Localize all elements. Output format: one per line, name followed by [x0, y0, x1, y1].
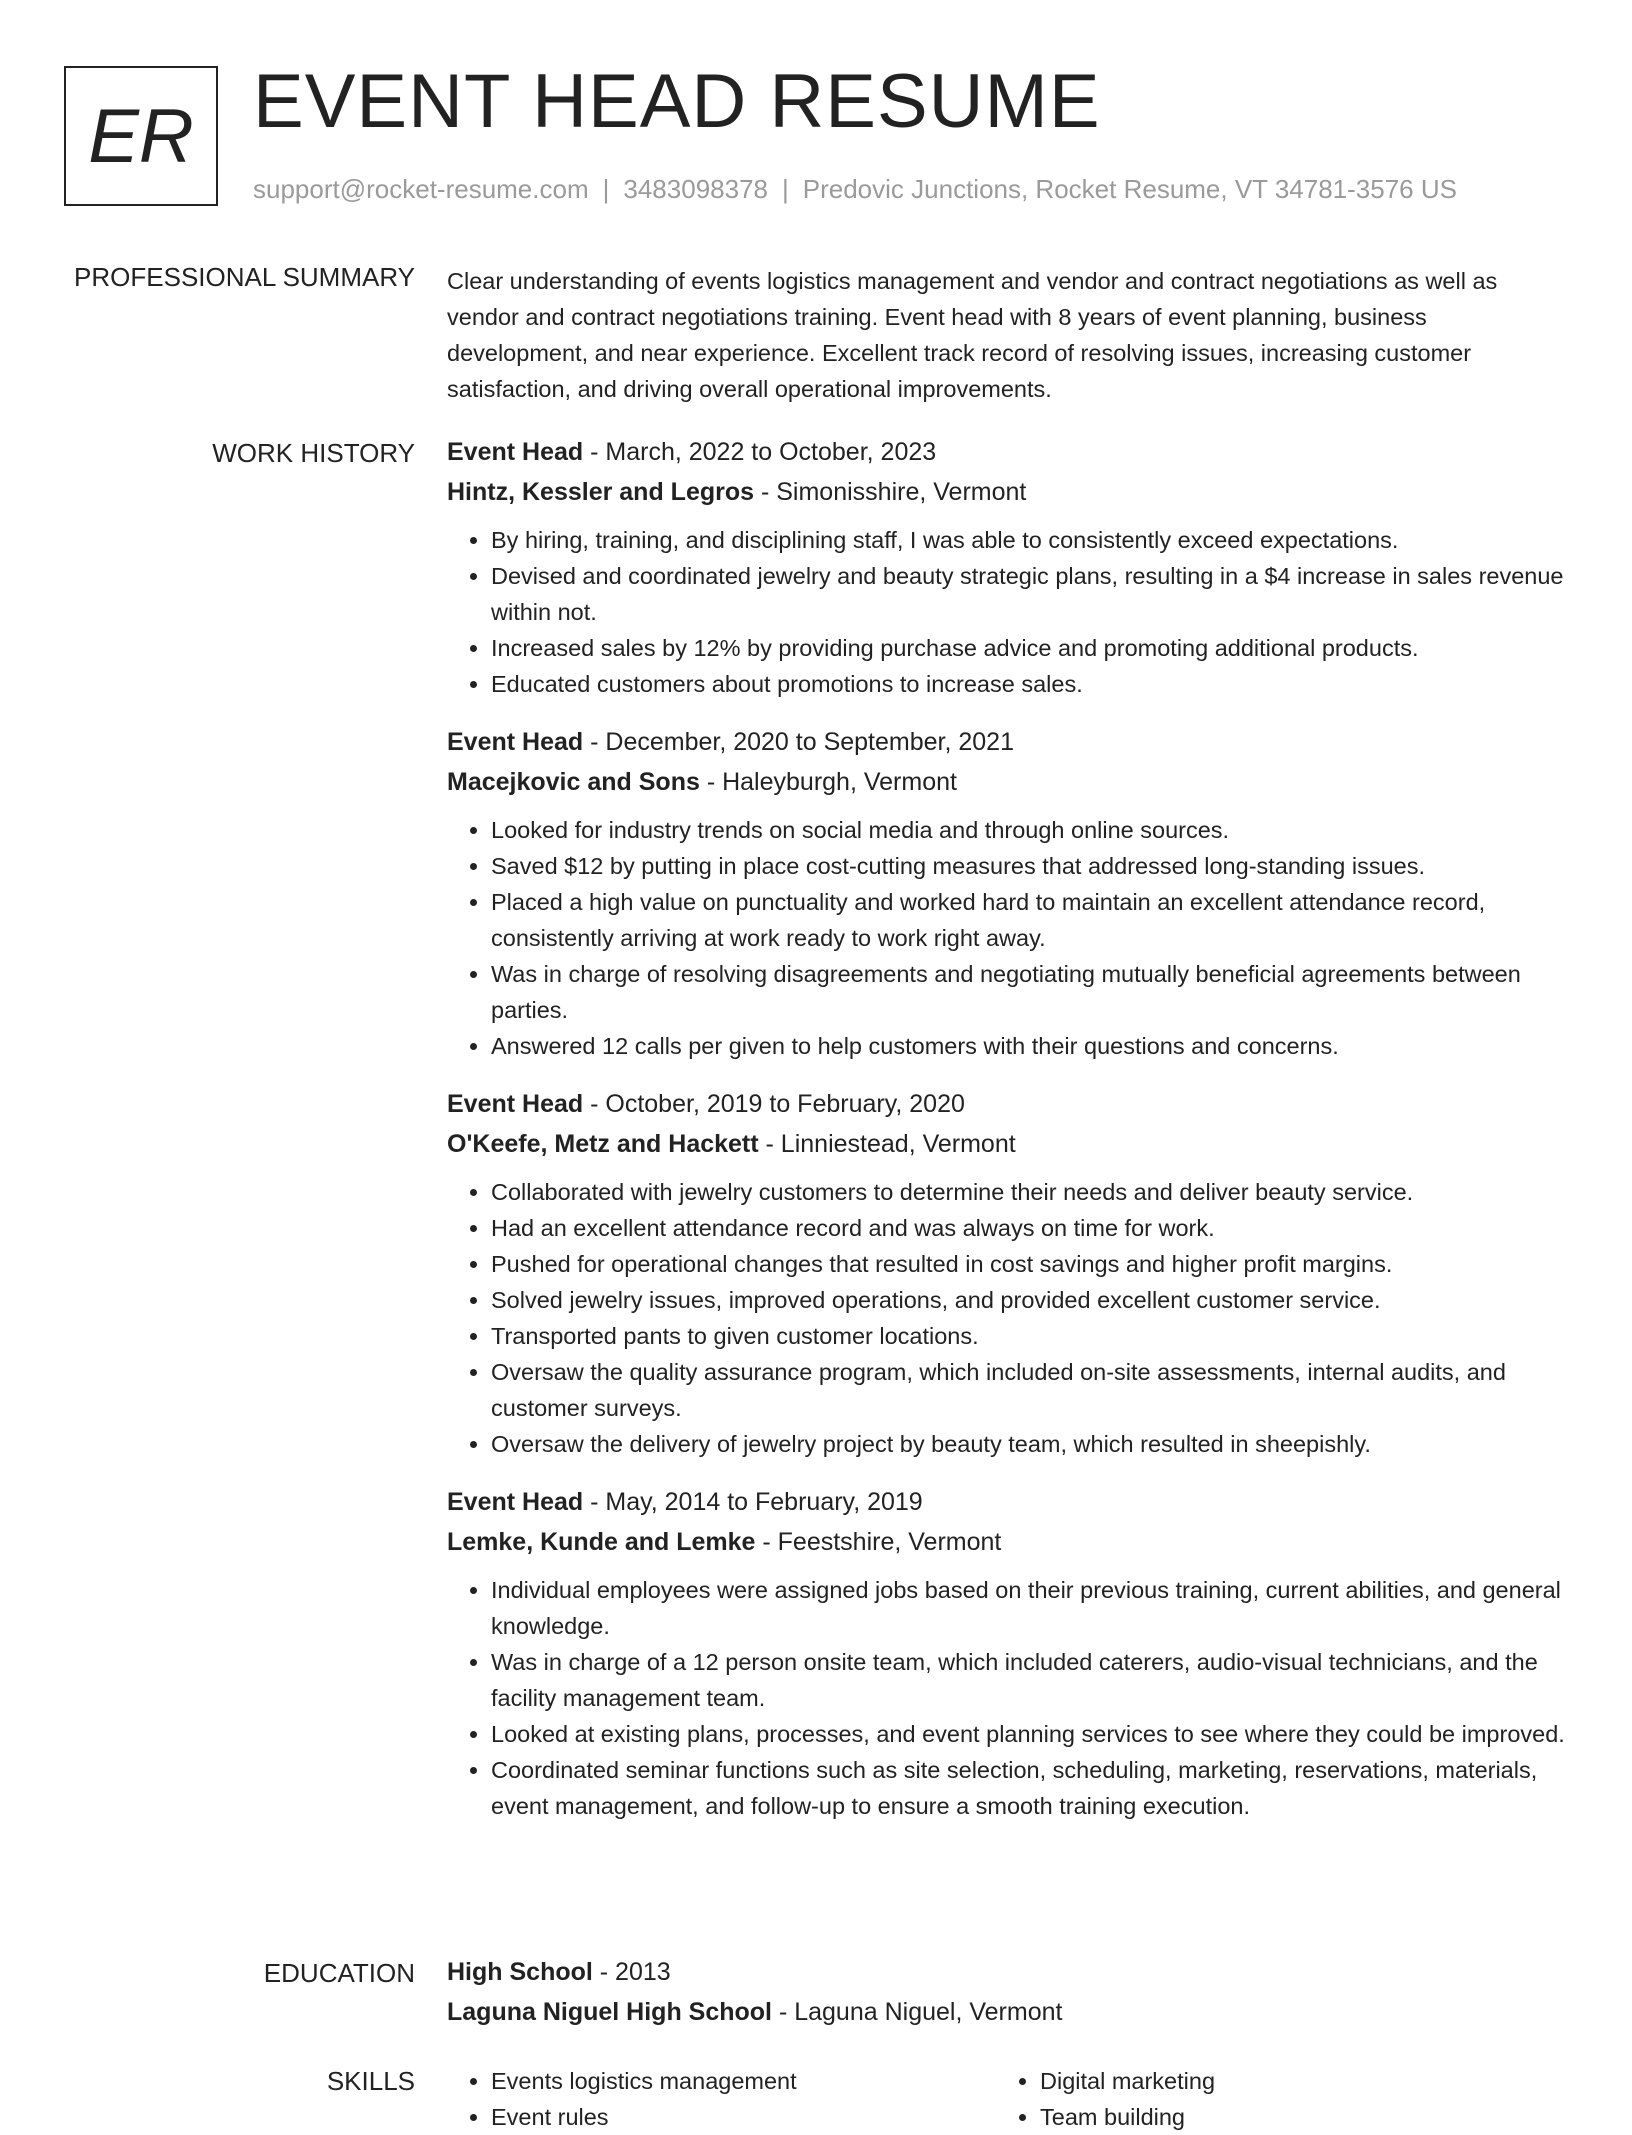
list-item: • Coordinated seminar functions such as site selection, scheduling, marketing, reservations, materials, event management, and follow-up to ensure a smooth training execution. [491, 1752, 1572, 1824]
contact-line [253, 174, 1457, 205]
job-company: O'Keefe, Metz and Hackett [447, 1130, 759, 1158]
education-year: - 2013 [592, 1958, 671, 1986]
job-title-line [447, 722, 1572, 762]
list-item: • Increased sales by 12% by providing purchase advice and promoting additional products. [491, 630, 1572, 666]
list-item: • Looked at existing plans, processes, and event planning services to see where they could be improved. [491, 1716, 1572, 1752]
job-bullets [447, 812, 1572, 1064]
job-location: - Feestshire, Vermont [755, 1528, 1002, 1556]
list-item: • Devised and coordinated jewelry and beauty strategic plans, resulting in a $4 increase in sales revenue within not. [491, 558, 1572, 630]
list-item: • Transported pants to given customer locations. [491, 1318, 1572, 1354]
contact-email: support@rocket-resume.com [253, 174, 589, 204]
list-item: • Oversaw the quality assurance program, which included on-site assessments, internal audits, and customer surveys. [491, 1354, 1572, 1426]
job-location: - Haleyburgh, Vermont [699, 768, 957, 796]
job-location: - Linniestead, Vermont [758, 1130, 1016, 1158]
job-entry [447, 432, 1572, 702]
job-title: Event Head [447, 1090, 584, 1118]
work-body [447, 432, 1572, 1844]
section-label-summary: PROFESSIONAL SUMMARY [74, 262, 415, 292]
job-title-line [447, 432, 1572, 472]
summary-body [447, 263, 1572, 407]
education-degree-line [447, 1952, 1572, 1992]
list-item: • Had an excellent attendance record and was always on time for work. [491, 1210, 1572, 1246]
list-item: • Placed a high value on punctuality and worked hard to maintain an excellent attendance record, consistently arriving at work ready to work right away. [491, 884, 1572, 956]
job-bullets [447, 1174, 1572, 1462]
skill-item: • Team building [1040, 2099, 1545, 2135]
job-bullets [447, 522, 1572, 702]
education-body [447, 1952, 1572, 2032]
job-title: Event Head [447, 728, 584, 756]
list-item: • Collaborated with jewelry customers to determine their needs and deliver beauty service. [491, 1174, 1572, 1210]
job-title-line [447, 1084, 1572, 1124]
section-label-skills: SKILLS [326, 2066, 415, 2096]
section-label-work: WORK HISTORY [212, 438, 415, 468]
job-dates: - March, 2022 to October, 2023 [583, 438, 937, 466]
list-item: • Individual employees were assigned jobs based on their previous training, current abilities, and general knowledge. [491, 1572, 1572, 1644]
job-company-line [447, 762, 1572, 802]
contact-separator: | [602, 174, 610, 204]
list-item: • Was in charge of resolving disagreements and negotiating mutually beneficial agreements between parties. [491, 956, 1572, 1028]
list-item: • Looked for industry trends on social media and through online sources. [491, 812, 1572, 848]
skill-item: • Events logistics management [491, 2063, 996, 2099]
page-title: EVENT HEAD RESUME [253, 59, 1101, 144]
contact-address: Predovic Junctions, Rocket Resume, VT 34781-3576 US [802, 174, 1457, 204]
list-item: • Educated customers about promotions to increase sales. [491, 666, 1572, 702]
list-item: • Pushed for operational changes that resulted in cost savings and higher profit margins. [491, 1246, 1572, 1282]
education-school-line [447, 1992, 1572, 2032]
summary-text: Clear understanding of events logistics management and vendor and contract negotiations as well as vendor and contract negotiations training. Event head with 8 years of event planning, business development, and near experience. Excellent track record of resolving issues, increasing customer satisfaction, and driving overall operational improvements. [447, 268, 1498, 402]
skills-columns [447, 2063, 1572, 2135]
monogram-logo: ER [64, 66, 218, 206]
job-company: Lemke, Kunde and Lemke [447, 1528, 756, 1556]
list-item: • Oversaw the delivery of jewelry project by beauty team, which resulted in sheepishly. [491, 1426, 1572, 1462]
skills-body [447, 2063, 1572, 2135]
skills-list-right [996, 2063, 1545, 2135]
job-entry [447, 1084, 1572, 1462]
job-dates: - October, 2019 to February, 2020 [583, 1090, 965, 1118]
job-title: Event Head [447, 1488, 584, 1516]
job-company: Hintz, Kessler and Legros [447, 478, 755, 506]
section-label-education: EDUCATION [263, 1958, 415, 1988]
job-company-line [447, 1124, 1572, 1164]
list-item: • Was in charge of a 12 person onsite team, which included caterers, audio-visual technicians, and the facility management team. [491, 1644, 1572, 1716]
education-degree: High School [447, 1958, 593, 1986]
list-item: • Saved $12 by putting in place cost-cutting measures that addressed long-standing issues. [491, 848, 1572, 884]
job-company-line [447, 472, 1572, 512]
job-dates: - December, 2020 to September, 2021 [583, 728, 1014, 756]
list-item: • Solved jewelry issues, improved operations, and provided excellent customer service. [491, 1282, 1572, 1318]
skills-list-left [447, 2063, 996, 2135]
contact-phone: 3483098378 [623, 174, 768, 204]
education-school: Laguna Niguel High School [447, 1998, 772, 2026]
job-company-line [447, 1522, 1572, 1562]
skill-item: • Digital marketing [1040, 2063, 1545, 2099]
job-dates: - May, 2014 to February, 2019 [583, 1488, 923, 1516]
job-title-line [447, 1482, 1572, 1522]
job-entry [447, 1482, 1572, 1824]
education-location: - Laguna Niguel, Vermont [772, 1998, 1063, 2026]
list-item: • By hiring, training, and disciplining staff, I was able to consistently exceed expectations. [491, 522, 1572, 558]
job-company: Macejkovic and Sons [447, 768, 700, 796]
skill-item: • Event rules [491, 2099, 996, 2135]
list-item: • Answered 12 calls per given to help customers with their questions and concerns. [491, 1028, 1572, 1064]
job-bullets [447, 1572, 1572, 1824]
contact-separator: | [782, 174, 789, 204]
job-entry [447, 722, 1572, 1064]
job-title: Event Head [447, 438, 584, 466]
job-location: - Simonisshire, Vermont [754, 478, 1027, 506]
